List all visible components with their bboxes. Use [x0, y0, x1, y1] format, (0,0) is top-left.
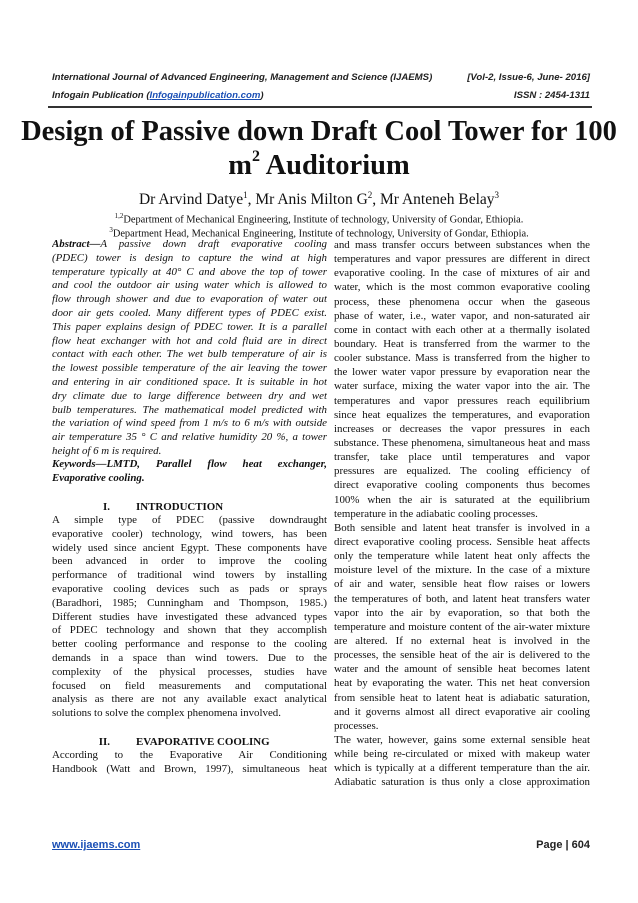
- text-line: A simple type of PDEC (passive downdraught: [52, 514, 327, 526]
- evaporative-paragraph-start: [52, 749, 327, 777]
- text-line: The water, however, gains some external sensible heat: [334, 733, 590, 746]
- section-title: EVAPORATIVE COOLING: [136, 736, 270, 748]
- text-line: vapor into the air by evaporation, so that both the: [334, 606, 590, 619]
- paper-title-line2: [0, 150, 638, 182]
- abstract-text: A passive down draft evaporative cooling: [100, 238, 327, 250]
- affiliation-text: Department Head, Mechanical Engineering, Institute of technology, University of Gondar, Ethiopia.: [112, 228, 529, 240]
- author-list: [0, 190, 638, 209]
- section-title: INTRODUCTION: [136, 501, 224, 513]
- volume-info: [Vol-2, Issue-6, June- 2016]: [467, 72, 590, 83]
- text-line: moisture level of the mixture. In the case of a mixture: [334, 564, 590, 577]
- keywords-body: [52, 458, 327, 486]
- text-line: transfer, take place until temperatures and vapor: [334, 451, 590, 464]
- introduction-body: [52, 514, 327, 721]
- text-line: Both sensible and latent heat transfer is involved in a: [334, 521, 590, 534]
- text-line: boundary. Heat is transferred from the warmer to the: [334, 337, 590, 350]
- evaporative-body-left: [52, 749, 327, 777]
- affiliation-sup: 3: [109, 226, 113, 234]
- text-line: temperature and moisture content of the air-water mixture: [334, 620, 590, 633]
- text-line: processes.: [334, 719, 379, 732]
- text-line: temperatures and vapor pressures reach equilibrium: [334, 394, 590, 407]
- text-line: height of 6 m is required.: [52, 444, 162, 457]
- text-line: come in contact with each other at a thermally isolated: [334, 323, 590, 336]
- author: Dr Arvind Datye: [138, 191, 244, 209]
- text-line: of PDEC technology and shown that they accomplish: [52, 624, 327, 637]
- affiliation-text: Department of Mechanical Engineering, Institute of technology, University of Gondar, Ethiopia.: [123, 214, 524, 226]
- evaporative-paragraph-continued: [334, 238, 590, 789]
- text-line: contact with each other. The wet bulb temperature of air is: [52, 348, 327, 361]
- text-line: dry climate due to large difference between dry and wet: [52, 389, 327, 402]
- introduction-paragraph: [52, 514, 327, 721]
- text-line: since heat equalizes the temperatures, and evaporation: [334, 408, 590, 421]
- text-line: water and the amount of sensible heat becomes latent: [334, 663, 590, 676]
- affiliation: [0, 212, 638, 225]
- publisher-prefix: Infogain Publication (: [52, 90, 150, 101]
- text-line: evaporative cooler) technology, wind towers, has been: [52, 527, 327, 540]
- paragraph-1: [334, 238, 590, 521]
- text-line: are altered. If no external heat is involved in the: [334, 634, 590, 647]
- text-line: substance. These phenomena, simultaneous heat and mass: [334, 436, 590, 449]
- text-line: 100% when the air is saturated at the equilibrium: [334, 493, 590, 506]
- text-line: (PDEC) tower is design to capture the wind at high: [52, 251, 327, 264]
- text-line: from sensible heat to latent heat is adiabatic saturation,: [334, 691, 590, 704]
- text-line: bulb temperatures. The mathematical model predicted with: [52, 403, 327, 416]
- paper-title-line1: Design of Passive down Draft Cool Tower for 100: [21, 116, 617, 147]
- text-line: temperatures and vapor pressures are different in direct: [334, 253, 590, 266]
- text-line: direct evaporative cooling process. Sensible heat affects: [334, 535, 590, 548]
- text-line: the lowest possible temperature of the air leaving the tower: [52, 362, 327, 375]
- publisher-suffix: ): [260, 90, 264, 101]
- journal-header-line2: [52, 90, 590, 101]
- author-sup: 3: [494, 190, 500, 200]
- text-line: complexity of the physical processes, studies have: [52, 665, 327, 678]
- text-line: door air gets cooled. Many different types of PDEC exist.: [52, 306, 327, 319]
- text-line: while being re-circulated or mixed with makeup water: [334, 748, 590, 761]
- text-line: and cool the outdoor air using water which is allowed to: [52, 279, 327, 292]
- text-line: [52, 238, 327, 252]
- text-line: flow through shower and due to evaporation of water out: [52, 293, 327, 306]
- text-line: focused on field measurements and computational: [52, 679, 327, 692]
- issn: ISSN : 2454-1311: [513, 90, 590, 101]
- text-line: direct evaporative cooling components thus becomes: [334, 479, 590, 492]
- text-line: Different studies have investigated these advanced types: [52, 610, 327, 623]
- section-number: I.: [103, 501, 110, 513]
- text-line: the temperatures of both, and latent heat transfers water: [334, 592, 590, 605]
- text-line: demands in a space than wind towers. Due to the: [52, 651, 327, 664]
- text-line: widely used since ancient Egypt. These components have: [52, 541, 327, 554]
- title-unit: m: [228, 150, 253, 181]
- header-rule: [48, 106, 592, 108]
- abstract-label: Abstract—: [52, 238, 101, 250]
- affiliation-sup: 1,2: [114, 212, 124, 220]
- text-line: increases or decreases the vapor pressures in each: [334, 422, 590, 435]
- text-line: pressures are equalized. The cooling efficiency of: [334, 465, 590, 478]
- text-line: phase of water, i.e., water vapor, and non-saturated air: [334, 309, 590, 322]
- text-line: only the temperature while latent heat only affects the: [334, 550, 590, 563]
- text-line: evaporative cooling. In the case of mixtures of air and: [334, 267, 590, 280]
- text-line: the variation of wind speed from 1 m/s to 6 m/s with outside: [52, 417, 327, 430]
- author-sup: 1: [243, 190, 248, 200]
- section-number: II.: [98, 736, 110, 748]
- title-rest: Auditorium: [260, 150, 410, 181]
- text-line: the lower water vapor pressure by evaporation near the: [334, 366, 590, 379]
- text-line: flow heat exchanger with hot and cold fluid are in direct: [52, 334, 327, 347]
- section-heading-introduction: [52, 500, 327, 514]
- text-line: of air and water, sensible heat flow raises or lowers: [334, 578, 590, 591]
- text-line: and entering in air conditioned space. It is suitable in hot: [52, 375, 327, 388]
- text-line: analysis as there are not any available exact analytical: [52, 693, 327, 706]
- paragraph-3: [334, 733, 590, 790]
- text-line: evaporative cooling devices such as pads or sprays: [52, 582, 327, 595]
- paragraph-2: [334, 521, 590, 733]
- text-line: (Baradhori, 1985; Cunningham and Thompson, 1985.): [52, 596, 327, 609]
- journal-name: International Journal of Advanced Engineering, Management and Science (IJAEMS): [52, 72, 433, 83]
- author-sep: ,: [372, 191, 381, 209]
- text-line: processes, the sensible heat of the air is delivered to the: [334, 649, 590, 662]
- author: Mr Anis Milton G: [255, 191, 368, 209]
- text-line: water, which is the most common evaporative cooling: [334, 281, 590, 294]
- author-sep: ,: [247, 191, 256, 209]
- text-line: better cooling performance and response to the cooling: [52, 638, 327, 651]
- text-line: process, these phenomena occur when the gaseous: [334, 295, 590, 308]
- text-line: temperature typically at 40° C and above the top of tower: [52, 265, 327, 278]
- author-sup: 2: [367, 190, 373, 200]
- text-line: performance of traditional wind towers by installing: [52, 569, 327, 582]
- text-line: Handbook (Watt and Brown, 1997), simultaneous heat: [52, 762, 327, 775]
- section-heading-evaporative-cooling: [52, 735, 327, 749]
- website-link[interactable]: www.ijaems.com: [52, 839, 141, 851]
- text-line: air temperature 35 ° C and relative humidity 20 %, a tower: [52, 431, 327, 444]
- text-line: and mass transfer occurs between substances when the: [334, 239, 590, 251]
- journal-header-line1: [52, 72, 590, 83]
- publisher-link[interactable]: Infogainpublication.com: [149, 90, 261, 101]
- text-line: been advanced in order to improve the cooling: [52, 555, 327, 568]
- text-line: Keywords—LMTD, Parallel flow heat exchanger,: [52, 458, 327, 470]
- text-line: temperature in the adiabatic cooling processes.: [334, 507, 538, 520]
- author: Mr Anteneh Belay: [380, 191, 495, 209]
- title-superscript: 2: [252, 148, 261, 165]
- abstract: [52, 238, 327, 459]
- text-line: According to the Evaporative Air Conditioning: [52, 749, 327, 761]
- text-line: and it governs almost all direct evaporative air cooling: [334, 705, 590, 718]
- text-line: This paper explains design of PDEC tower. It is a parallel: [52, 320, 327, 333]
- text-line: solutions to solve the complex phenomena involved.: [52, 707, 281, 720]
- page-number: Page | 604: [536, 839, 590, 851]
- keywords: [52, 458, 327, 486]
- text-line: heat by evaporating the water. This net heat conversion: [334, 677, 590, 690]
- text-line: water surface, mixing the water vapor into the air. The: [334, 380, 590, 393]
- text-line: Evaporative cooling.: [52, 471, 145, 484]
- text-line: cooler substance. Mass is transferred from the higher to: [334, 352, 590, 365]
- text-line: Adiabatic saturation is thus only a close approximation: [334, 776, 590, 789]
- abstract-body: [52, 252, 327, 459]
- text-line: which is typically at a different temperature than the air.: [334, 762, 590, 775]
